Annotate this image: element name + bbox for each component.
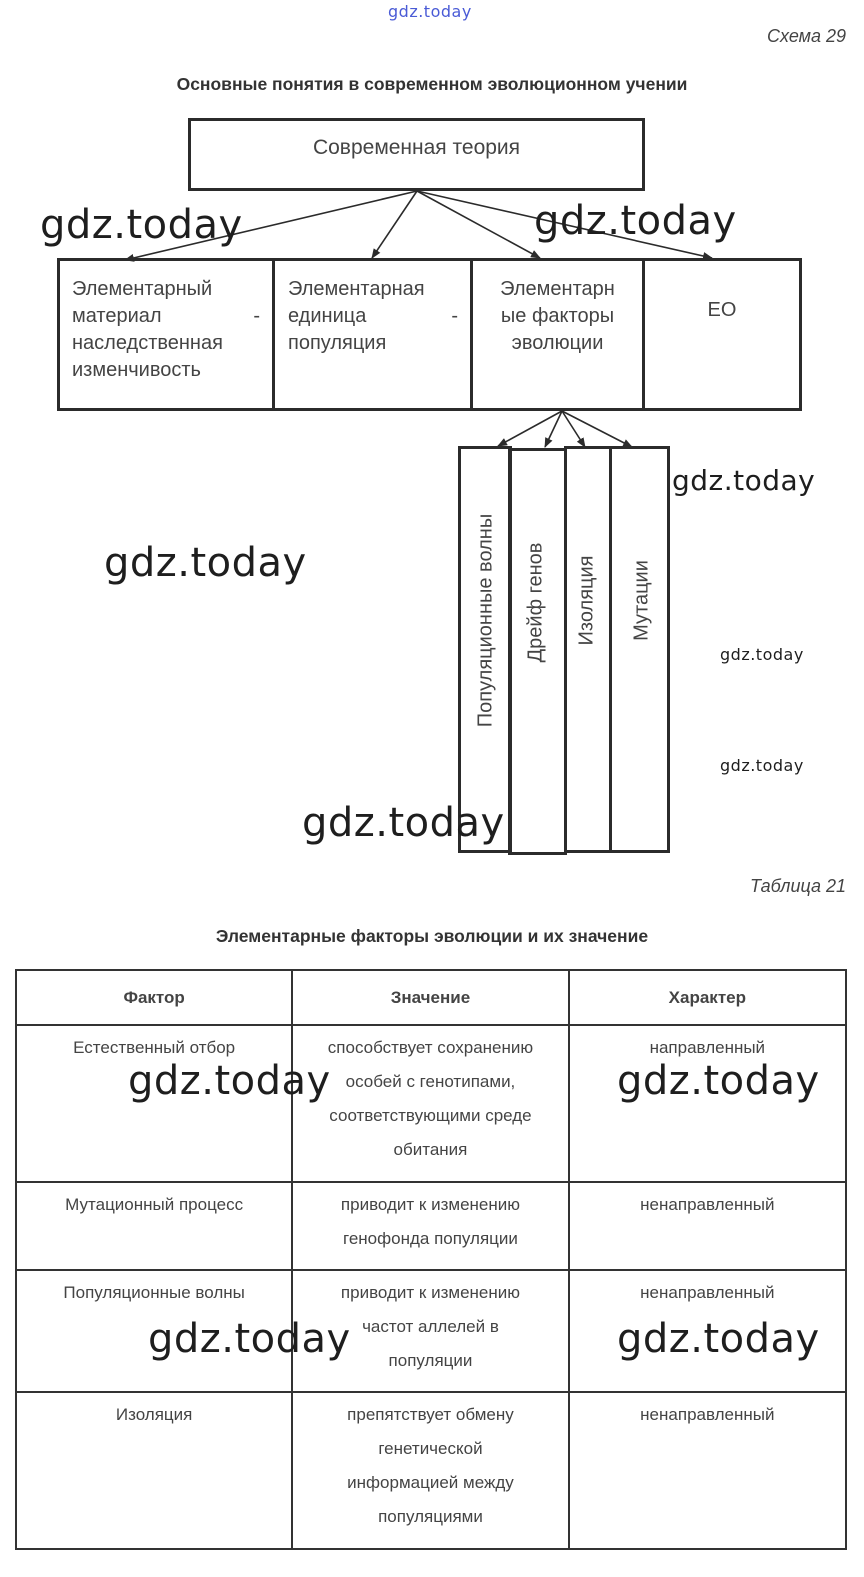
material-line4: изменчивость [72, 359, 201, 381]
meaning-line: генетической [378, 1439, 483, 1458]
watermark: gdz.today [617, 1058, 820, 1104]
factors-line2: ые факторы [500, 305, 615, 327]
meaning-line: популяции [388, 1351, 473, 1370]
watermark: gdz.today [720, 645, 804, 664]
table-label: Таблица 21 [749, 876, 846, 896]
table-row [16, 1392, 846, 1549]
cell-factor: Мутационный процесс [16, 1182, 292, 1270]
meaning-line: препятствует обмену [347, 1405, 514, 1424]
schema-label: Схема 29 [767, 26, 846, 46]
factors-line3: эволюции [511, 332, 604, 354]
unit-line2: единица [288, 305, 367, 327]
watermark: gdz.today [672, 464, 816, 497]
meaning-line: особей с генотипами, [345, 1072, 516, 1091]
watermark: gdz.today [302, 800, 505, 846]
factor-box-isolation [564, 446, 612, 853]
factor-isolation: Изоляция [575, 555, 598, 646]
cell-meaning [292, 1392, 568, 1549]
cell-character: ненаправленный [569, 1270, 846, 1392]
watermark: gdz.today [534, 198, 737, 244]
box-elementary-unit [272, 258, 473, 411]
factor-box-population-waves [458, 446, 512, 853]
table-title: Элементарные факторы эволюции и их значение [215, 926, 649, 946]
material-line1: Элементарный [72, 278, 213, 300]
table-header-row [16, 970, 846, 1025]
cell-factor: Популяционные волны [16, 1270, 292, 1392]
cell-character: ненаправленный [569, 1392, 846, 1549]
header-meaning: Значение [292, 970, 568, 1025]
cell-factor: Изоляция [16, 1392, 292, 1549]
watermark: gdz.today [104, 540, 307, 586]
factor-mutations: Мутации [630, 560, 653, 641]
watermark: gdz.today [720, 756, 804, 775]
cell-meaning [292, 1025, 568, 1182]
meaning-line: информацией между [347, 1473, 514, 1492]
factors-line1: Элементарн [500, 278, 615, 300]
eo-label: ЕО [707, 299, 737, 321]
arrow-factors-to-waves [498, 411, 562, 446]
cell-factor: Естественный отбор [16, 1025, 292, 1182]
root-label: Современная теория [312, 136, 521, 159]
schema-title: Основные понятия в современном эволюционном учении [176, 74, 688, 94]
table-row [16, 1182, 846, 1270]
cell-meaning [292, 1182, 568, 1270]
arrow-root-to-factors [417, 191, 540, 258]
box-elementary-material [57, 258, 275, 411]
unit-dash: - [451, 305, 458, 327]
factor-box-mutations [609, 446, 670, 853]
factor-population-waves: Популяционные волны [474, 513, 497, 728]
factor-gene-drift: Дрейф генов [524, 542, 547, 663]
meaning-line: частот аллелей в [362, 1317, 499, 1336]
material-line3: наследственная [72, 332, 223, 354]
watermark: gdz.today [617, 1316, 820, 1362]
unit-line3: популяция [288, 332, 387, 354]
arrow-factors-to-mutations [562, 411, 632, 447]
watermark: gdz.today [128, 1058, 331, 1104]
meaning-line: соответствующими среде [329, 1106, 532, 1125]
watermark: gdz.today [40, 202, 243, 248]
header-character: Характер [569, 970, 846, 1025]
watermark-top: gdz.today [388, 2, 472, 21]
factors-table [15, 969, 847, 1550]
material-dash: - [253, 305, 260, 327]
meaning-line: популяциями [378, 1507, 483, 1526]
meaning-line: способствует сохранению [327, 1038, 534, 1057]
box-elementary-factors [470, 258, 645, 411]
header-factor: Фактор [16, 970, 292, 1025]
cell-character: направленный [569, 1025, 846, 1182]
material-line2: материал [72, 305, 162, 327]
meaning-line: обитания [393, 1140, 468, 1159]
meaning-line: приводит к изменению [340, 1283, 520, 1302]
root-box [188, 118, 645, 191]
unit-line1: Элементарная [288, 278, 425, 300]
cell-character: ненаправленный [569, 1182, 846, 1270]
box-eo [642, 258, 802, 411]
factor-box-gene-drift [508, 448, 567, 855]
meaning-line: генофонда популяции [343, 1229, 518, 1248]
arrow-root-to-unit [372, 191, 417, 258]
watermark: gdz.today [148, 1316, 351, 1362]
meaning-line: приводит к изменению [340, 1195, 520, 1214]
